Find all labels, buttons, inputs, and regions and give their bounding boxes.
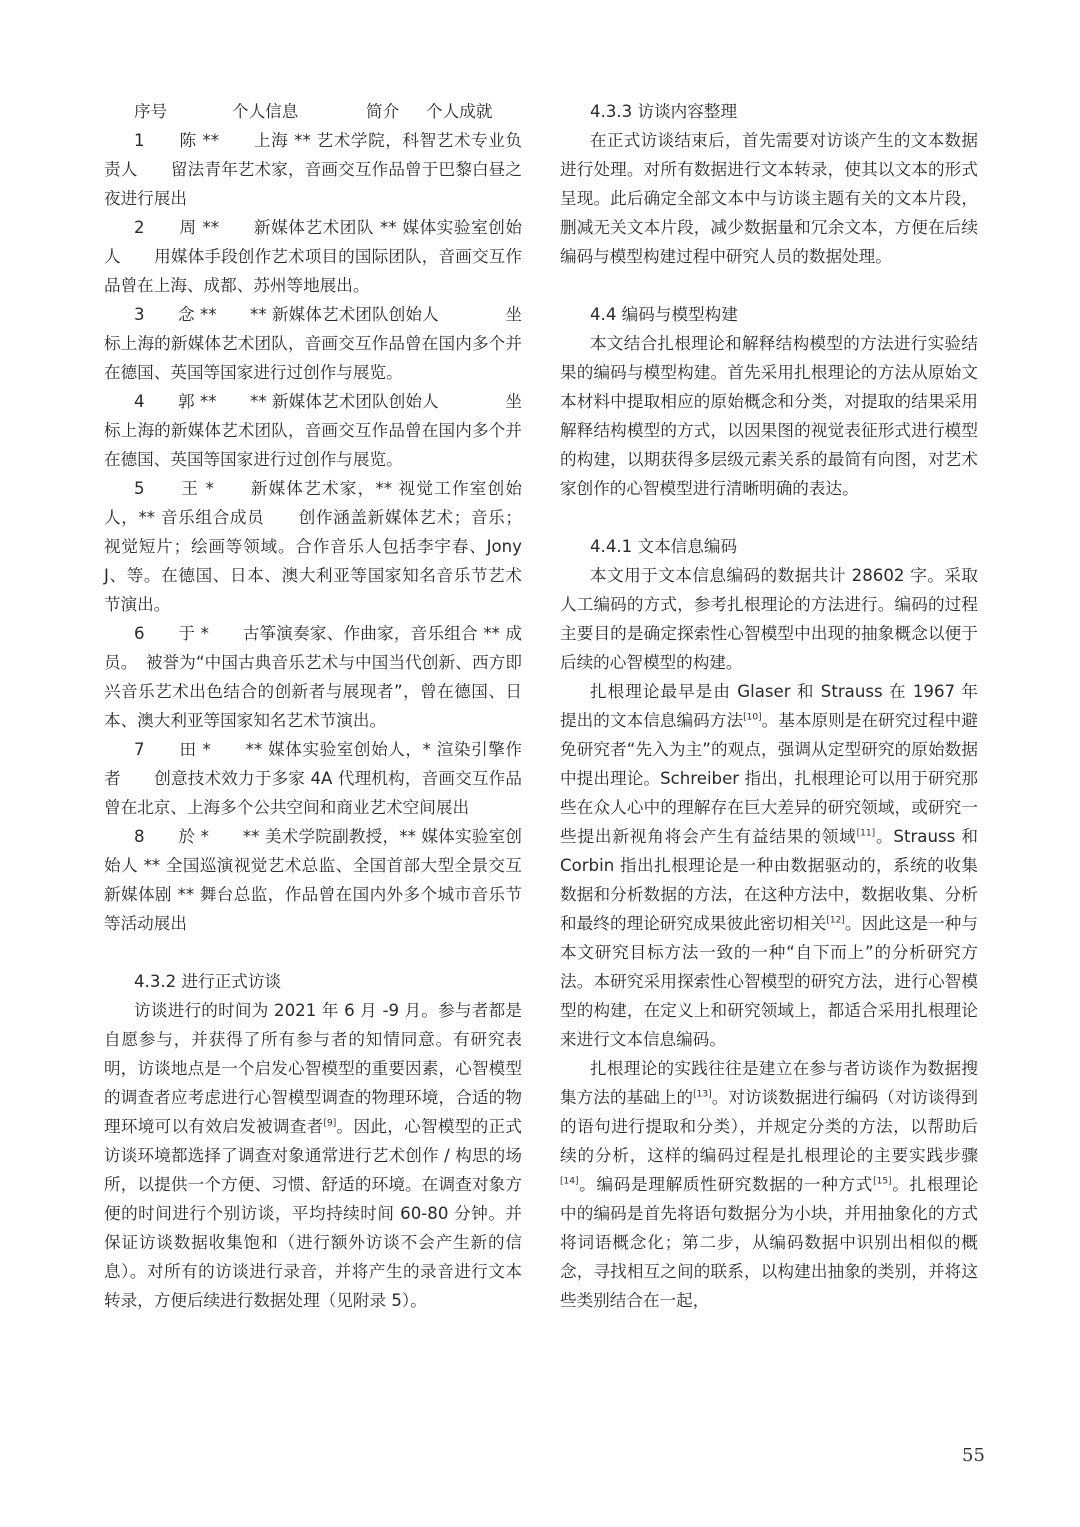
- left-column: [104, 97, 522, 1315]
- table-header-cell: 个人成就: [426, 102, 493, 121]
- section-heading: 4.3.3 访谈内容整理: [590, 102, 738, 121]
- citation: [9]: [323, 1118, 337, 1129]
- paragraph: 本文结合扎根理论和解释结构模型的方法进行实验结果的编码与模型构建。首先采用扎根理论的方法从原始文本材料中提取相应的原始概念和分类，对提取的结果采用解释结构模型的方式，以因果图的视觉表征形式进行模型的构建，以期获得多层级元素关系的最简有向图，对艺术家创作的心智模型进行清晰明确的表达。: [560, 334, 978, 498]
- table-row: 7 田 * ** 媒体实验室创始人，* 渲染引擎作者 创意技术效力于多家 4A 代理机构，音画交互作品曾在北京、上海多个公共空间和商业艺术空间展出: [104, 740, 522, 817]
- table-row: 4 郭 ** ** 新媒体艺术团队创始人 坐标上海的新媒体艺术团队，音画交互作品曾在国内多个并在德国、英国等国家进行过创作与展览。: [104, 392, 522, 469]
- table-header: [104, 97, 522, 126]
- table-header-cell: 简介: [366, 102, 400, 121]
- citation: [15]: [873, 1176, 892, 1187]
- citation: [14]: [560, 1176, 579, 1187]
- citation: [10]: [743, 712, 762, 723]
- table-header-cell: 序号: [134, 102, 168, 121]
- section-heading: 4.4.1 文本信息编码: [590, 537, 738, 556]
- citation: [12]: [826, 915, 845, 926]
- section-heading: 4.4 编码与模型构建: [590, 305, 738, 324]
- table-row: 5 王 * 新媒体艺术家，** 视觉工作室创始人，** 音乐组合成员 创作涵盖新媒体艺术；音乐；视觉短片；绘画等领域。合作音乐人包括李宇春、Jony J、等。在德国、日本、澳大利亚等国家知名音乐节艺术节演出。: [104, 479, 522, 614]
- paragraph: 扎根理论最早是由 Glaser 和 Strauss 在 1967 年提出的文本信息编码方法[10]。基本原则是在研究过程中避免研究者“先入为主”的观点，强调从定型研究的原始数据中提出理论。Schreiber 指出，扎根理论可以用于研究那些在众人心中的理解存在巨大差异的研究领域，或研究一些提出新视角将会产生有益结果的领域[11]。Strauss 和 Corbin 指出扎根理论是一种由数据驱动的，系统的收集数据和分析数据的方法，在这种方法中，数据收集、分析和最终的理论研究成果彼此密切相关[12]。因此这是一种与本文研究目标方法一致的一种“自下而上”的分析研究方法。本研究采用探索性心智模型的研究方法，进行心智模型的构建，在定义上和研究领域上，都适合采用扎根理论来进行文本信息编码。: [560, 682, 979, 1049]
- paragraph: 访谈进行的时间为 2021 年 6 月 -9 月。参与者都是自愿参与，并获得了所有参与者的知情同意。有研究表明，访谈地点是一个启发心智模型的重要因素，心智模型的调查者应考虑进行心智模型调查的物理环境，合适的物理环境可以有效启发被调查者[9]。因此，心智模型的正式访谈环境都选择了调查对象通常进行艺术创作 / 构思的场所，以提供一个方便、习惯、舒适的环境。在调查对象方便的时间进行个别访谈，平均持续时间 60-80 分钟。并保证访谈数据收集饱和（进行额外访谈不会产生新的信息）。对所有的访谈进行录音，并将产生的录音进行文本转录，方便后续进行数据处理（见附录 5）。: [104, 1001, 523, 1310]
- paragraph: 在正式访谈结束后，首先需要对访谈产生的文本数据进行处理。对所有数据进行文本转录，使其以文本的形式呈现。此后确定全部文本中与访谈主题有关的文本片段，删减无关文本片段，减少数据量和冗余文本，方便在后续编码与模型构建过程中研究人员的数据处理。: [560, 131, 978, 266]
- table-row: 6 于 * 古筝演奏家、作曲家，音乐组合 ** 成员。 被誉为“中国古典音乐艺术与中国当代创新、西方即兴音乐艺术出色结合的创新者与展现者”，曾在德国、日本、澳大利亚等国家知名艺术节演出。: [104, 624, 522, 730]
- table-row: 2 周 ** 新媒体艺术团队 ** 媒体实验室创始人 用媒体手段创作艺术项目的国际团队，音画交互作品曾在上海、成都、苏州等地展出。: [104, 218, 522, 295]
- right-column: [560, 97, 978, 1315]
- page-number: 55: [962, 1445, 985, 1466]
- table-header-cell: 个人信息: [232, 102, 299, 121]
- section-heading: 4.3.2 进行正式访谈: [134, 972, 282, 991]
- table-row: 8 於 * ** 美术学院副教授，** 媒体实验室创始人 ** 全国巡演视觉艺术总监、全国首部大型全景交互新媒体剧 ** 舞台总监，作品曾在国内外多个城市音乐节等活动展出: [104, 827, 522, 933]
- citation: [13]: [693, 1089, 712, 1100]
- paragraph: 本文用于文本信息编码的数据共计 28602 字。采取人工编码的方式，参考扎根理论的方法进行。编码的过程主要目的是确定探索性心智模型中出现的抽象概念以便于后续的心智模型的构建。: [560, 566, 978, 672]
- paragraph: 扎根理论的实践往往是建立在参与者访谈作为数据搜集方法的基础上的[13]。对访谈数据进行编码（对访谈得到的语句进行提取和分类），并规定分类的方法，以帮助后续的分析，这样的编码过程是扎根理论的主要实践步骤[14]。编码是理解质性研究数据的一种方式[15]。扎根理论中的编码是首先将语句数据分为小块，并用抽象化的方式将词语概念化；第二步，从编码数据中识别出相似的概念，寻找相互之间的联系，以构建出抽象的类别，并将这些类别结合在一起，: [560, 1059, 979, 1310]
- citation: [11]: [856, 828, 876, 839]
- table-row: 3 念 ** ** 新媒体艺术团队创始人 坐标上海的新媒体艺术团队，音画交互作品曾在国内多个并在德国、英国等国家进行过创作与展览。: [104, 305, 522, 382]
- table-row: 1 陈 ** 上海 ** 艺术学院，科智艺术专业负责人 留法青年艺术家，音画交互作品曾于巴黎白昼之夜进行展出: [104, 131, 522, 208]
